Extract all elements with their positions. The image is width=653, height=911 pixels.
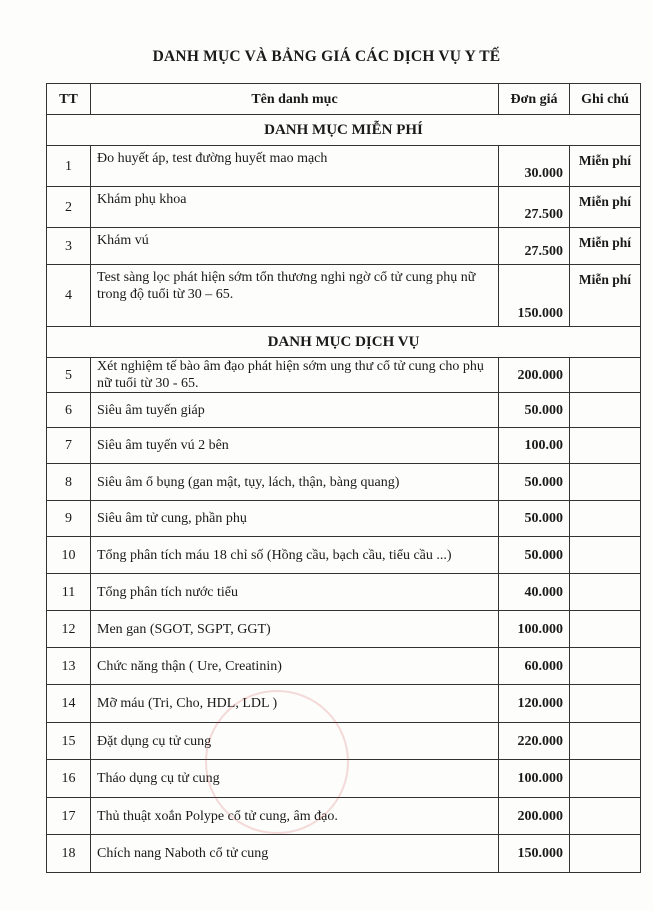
row-number: 9 — [47, 501, 91, 537]
row-price: 40.000 — [499, 574, 570, 611]
row-note: Miễn phí — [570, 228, 641, 265]
row-name: Xét nghiệm tế bào âm đạo phát hiện sớm ung thư cổ tử cung cho phụ nữ tuổi từ 30 - 65. — [91, 358, 499, 393]
table-row — [47, 393, 641, 428]
row-number: 14 — [47, 685, 91, 723]
row-price: 50.000 — [499, 464, 570, 501]
row-name: Chích nang Naboth cổ tử cung — [91, 835, 499, 873]
row-price: 100.000 — [499, 611, 570, 648]
row-note — [570, 537, 641, 574]
table-row — [47, 146, 641, 187]
row-note — [570, 428, 641, 464]
row-name: Men gan (SGOT, SGPT, GGT) — [91, 611, 499, 648]
row-name: Siêu âm tuyến giáp — [91, 393, 499, 428]
row-price: 50.000 — [499, 393, 570, 428]
row-note — [570, 358, 641, 393]
row-name: Tháo dụng cụ tử cung — [91, 760, 499, 798]
section-title: DANH MỤC DỊCH VỤ — [47, 327, 641, 358]
row-note: Miễn phí — [570, 265, 641, 327]
row-name: Đặt dụng cụ tử cung — [91, 723, 499, 760]
header-name: Tên danh mục — [91, 84, 499, 115]
table-row — [47, 574, 641, 611]
header-price: Đơn giá — [499, 84, 570, 115]
row-number: 3 — [47, 228, 91, 265]
row-name: Mỡ máu (Tri, Cho, HDL, LDL ) — [91, 685, 499, 723]
row-name: Chức năng thận ( Ure, Creatinin) — [91, 648, 499, 685]
row-name: Test sàng lọc phát hiện sớm tổn thương nghi ngờ cổ tử cung phụ nữ trong độ tuổi từ 30 – 65. — [91, 265, 499, 327]
table-row — [47, 760, 641, 798]
row-price: 50.000 — [499, 501, 570, 537]
row-price: 100.000 — [499, 760, 570, 798]
section-row — [47, 327, 641, 358]
row-number: 13 — [47, 648, 91, 685]
table-row — [47, 228, 641, 265]
table-row — [47, 611, 641, 648]
row-note — [570, 835, 641, 873]
row-name: Siêu âm tuyến vú 2 bên — [91, 428, 499, 464]
row-note — [570, 685, 641, 723]
row-number: 1 — [47, 146, 91, 187]
row-note — [570, 464, 641, 501]
row-price: 50.000 — [499, 537, 570, 574]
row-name: Tổng phân tích nước tiểu — [91, 574, 499, 611]
table-row — [47, 428, 641, 464]
row-number: 18 — [47, 835, 91, 873]
table-row — [47, 464, 641, 501]
table-row — [47, 265, 641, 327]
row-number: 15 — [47, 723, 91, 760]
row-number: 10 — [47, 537, 91, 574]
row-note — [570, 393, 641, 428]
row-name: Khám phụ khoa — [91, 187, 499, 228]
row-price: 30.000 — [499, 146, 570, 187]
row-number: 8 — [47, 464, 91, 501]
table-row — [47, 723, 641, 760]
row-number: 16 — [47, 760, 91, 798]
row-name: Đo huyết áp, test đường huyết mao mạch — [91, 146, 499, 187]
row-name: Khám vú — [91, 228, 499, 265]
section-title: DANH MỤC MIỄN PHÍ — [47, 115, 641, 146]
row-note — [570, 648, 641, 685]
table-row — [47, 685, 641, 723]
row-number: 12 — [47, 611, 91, 648]
table-row — [47, 537, 641, 574]
table-body — [47, 115, 641, 873]
table-row — [47, 798, 641, 835]
page-title: DANH MỤC VÀ BẢNG GIÁ CÁC DỊCH VỤ Y TẾ — [152, 48, 501, 65]
row-price: 200.000 — [499, 358, 570, 393]
row-number: 7 — [47, 428, 91, 464]
row-price: 100.00 — [499, 428, 570, 464]
row-note — [570, 611, 641, 648]
row-price: 220.000 — [499, 723, 570, 760]
row-name: Siêu âm tử cung, phần phụ — [91, 501, 499, 537]
row-note — [570, 798, 641, 835]
table-row — [47, 501, 641, 537]
row-note: Miễn phí — [570, 187, 641, 228]
table-row — [47, 358, 641, 393]
row-price: 27.500 — [499, 228, 570, 265]
row-note — [570, 501, 641, 537]
row-number: 17 — [47, 798, 91, 835]
row-price: 200.000 — [499, 798, 570, 835]
row-price: 120.000 — [499, 685, 570, 723]
row-number: 5 — [47, 358, 91, 393]
row-price: 150.000 — [499, 835, 570, 873]
row-note — [570, 574, 641, 611]
table-row — [47, 648, 641, 685]
row-price: 60.000 — [499, 648, 570, 685]
row-name: Tổng phân tích máu 18 chỉ số (Hồng cầu, bạch cầu, tiểu cầu ...) — [91, 537, 499, 574]
row-name: Siêu âm ổ bụng (gan mật, tụy, lách, thận, bàng quang) — [91, 464, 499, 501]
row-number: 6 — [47, 393, 91, 428]
row-note: Miễn phí — [570, 146, 641, 187]
row-note — [570, 723, 641, 760]
table-row — [47, 835, 641, 873]
row-price: 27.500 — [499, 187, 570, 228]
section-row — [47, 115, 641, 146]
row-price: 150.000 — [499, 265, 570, 327]
row-name: Thủ thuật xoắn Polype cổ tử cung, âm đạo. — [91, 798, 499, 835]
price-table — [46, 83, 641, 873]
header-tt: TT — [47, 84, 91, 115]
row-note — [570, 760, 641, 798]
row-number: 11 — [47, 574, 91, 611]
header-note: Ghi chú — [570, 84, 641, 115]
table-header-row — [47, 84, 641, 115]
table-row — [47, 187, 641, 228]
row-number: 2 — [47, 187, 91, 228]
row-number: 4 — [47, 265, 91, 327]
